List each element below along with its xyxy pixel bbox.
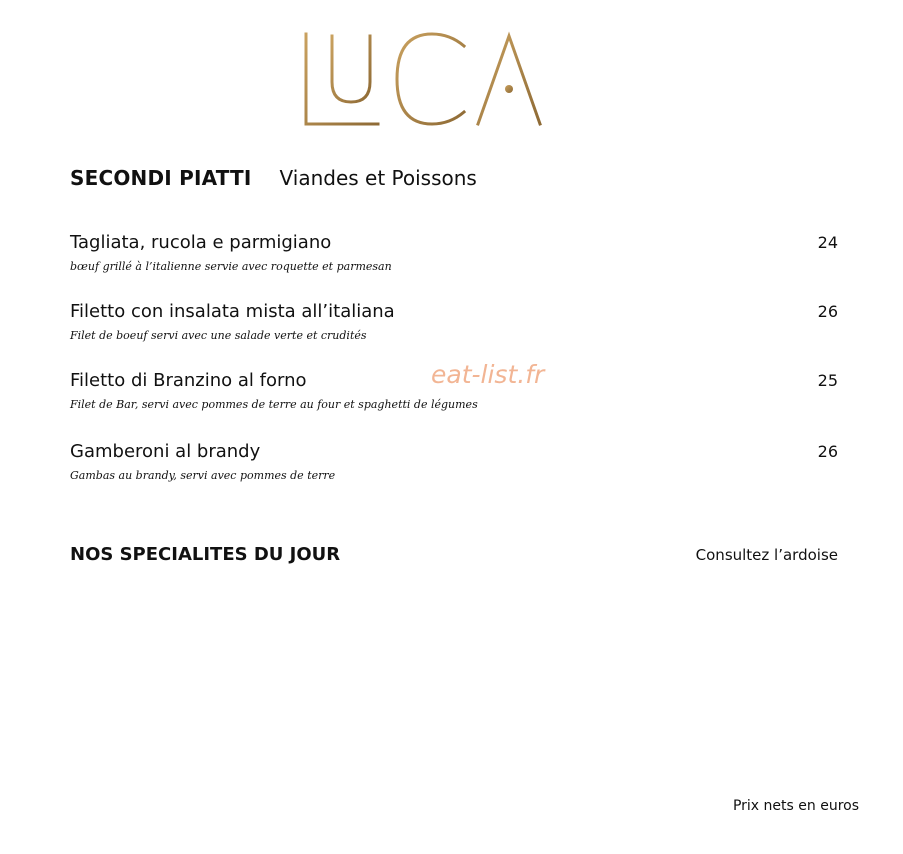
item-name: Filetto con insalata mista all’italiana (70, 301, 395, 322)
specials-row (70, 544, 838, 565)
item-name: Filetto di Branzino al forno (70, 370, 307, 391)
item-description: Gambas au brandy, servi avec pommes de terre (70, 469, 336, 482)
item-price: 24 (817, 233, 838, 252)
menu-item (70, 232, 838, 273)
luca-logo (300, 30, 545, 128)
luca-logo-graphic (300, 30, 545, 128)
section-title: SECONDI PIATTI (70, 166, 252, 190)
menu-item (70, 301, 838, 342)
item-description: Filet de Bar, servi avec pommes de terre au four et spaghetti de légumes (70, 398, 478, 411)
item-price: 26 (817, 442, 838, 461)
footer-note: Prix nets en euros (732, 798, 859, 814)
specials-note: Consultez l’ardoise (695, 546, 838, 564)
watermark: eat-list.fr (431, 360, 545, 389)
item-price: 26 (817, 302, 838, 321)
item-name: Tagliata, rucola e parmigiano (70, 232, 332, 253)
section-subtitle: Viandes et Poissons (279, 166, 477, 190)
item-description: bœuf grillé à l’italienne servie avec roquette et parmesan (70, 260, 392, 273)
specials-title: NOS SPECIALITES DU JOUR (70, 544, 341, 565)
menu-item (70, 441, 838, 482)
item-description: Filet de boeuf servi avec une salade verte et crudités (70, 329, 367, 342)
item-name: Gamberoni al brandy (70, 441, 261, 462)
item-price: 25 (817, 371, 838, 390)
section-header (70, 166, 477, 190)
